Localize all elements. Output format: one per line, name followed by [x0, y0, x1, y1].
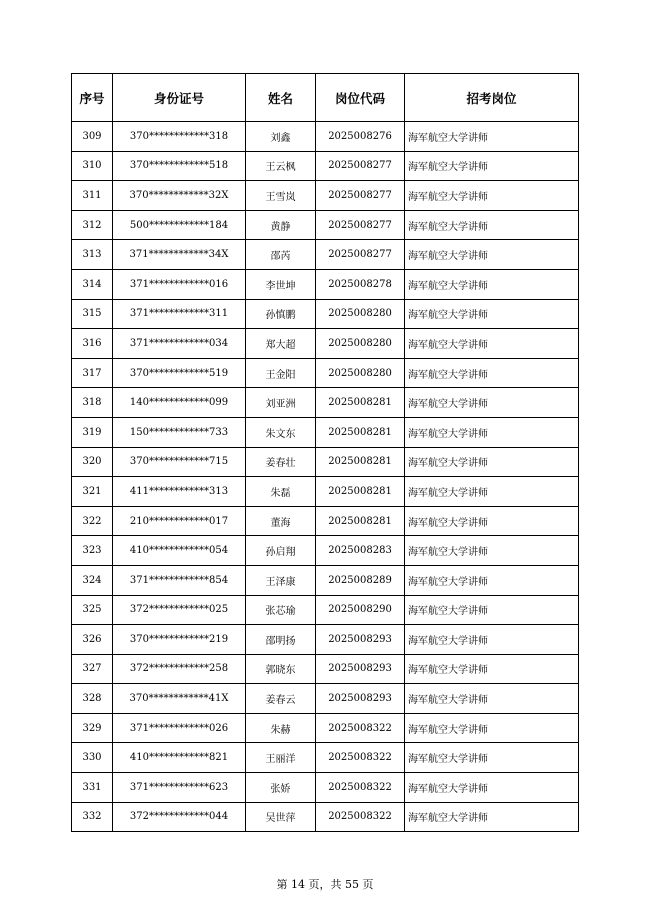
table-row — [72, 625, 579, 655]
cell-index: 312 — [72, 210, 113, 240]
table-row — [72, 506, 579, 536]
cell-name: 姜春云 — [246, 684, 316, 714]
cell-post-code: 2025008280 — [316, 358, 405, 388]
cell-post: 海军航空大学讲师 — [405, 684, 579, 714]
cell-id-number: 371************016 — [113, 269, 246, 299]
cell-index: 309 — [72, 122, 113, 152]
table-row — [72, 684, 579, 714]
cell-index: 327 — [72, 654, 113, 684]
header-post: 招考岗位 — [405, 74, 579, 122]
cell-name: 王丽洋 — [246, 743, 316, 773]
cell-name: 孙启翔 — [246, 536, 316, 566]
cell-index: 315 — [72, 299, 113, 329]
cell-name: 刘鑫 — [246, 122, 316, 152]
cell-post-code: 2025008277 — [316, 181, 405, 211]
cell-id-number: 372************258 — [113, 654, 246, 684]
cell-name: 刘亚洲 — [246, 388, 316, 418]
page-number: 第 14 页，共 55 页 — [276, 878, 374, 891]
cell-name: 朱磊 — [246, 477, 316, 507]
cell-post: 海军航空大学讲师 — [405, 417, 579, 447]
cell-index: 332 — [72, 802, 113, 832]
cell-post: 海军航空大学讲师 — [405, 506, 579, 536]
cell-id-number: 371************311 — [113, 299, 246, 329]
cell-id-number: 370************318 — [113, 122, 246, 152]
cell-index: 326 — [72, 625, 113, 655]
header-id-number: 身份证号 — [113, 74, 246, 122]
table-row — [72, 654, 579, 684]
cell-post-code: 2025008277 — [316, 151, 405, 181]
cell-post-code: 2025008289 — [316, 565, 405, 595]
cell-id-number: 370************41X — [113, 684, 246, 714]
cell-post: 海军航空大学讲师 — [405, 388, 579, 418]
cell-name: 朱文东 — [246, 417, 316, 447]
cell-name: 董海 — [246, 506, 316, 536]
table-row — [72, 536, 579, 566]
cell-post-code: 2025008277 — [316, 240, 405, 270]
cell-index: 317 — [72, 358, 113, 388]
cell-id-number: 410************054 — [113, 536, 246, 566]
table-row — [72, 388, 579, 418]
cell-post: 海军航空大学讲师 — [405, 713, 579, 743]
cell-id-number: 371************026 — [113, 713, 246, 743]
cell-index: 329 — [72, 713, 113, 743]
cell-id-number: 150************733 — [113, 417, 246, 447]
table-row — [72, 565, 579, 595]
cell-post-code: 2025008281 — [316, 477, 405, 507]
cell-post: 海军航空大学讲师 — [405, 151, 579, 181]
cell-id-number: 372************044 — [113, 802, 246, 832]
cell-post-code: 2025008280 — [316, 299, 405, 329]
cell-post-code: 2025008293 — [316, 625, 405, 655]
cell-index: 328 — [72, 684, 113, 714]
cell-post-code: 2025008276 — [316, 122, 405, 152]
cell-id-number: 371************034 — [113, 329, 246, 359]
cell-id-number: 370************715 — [113, 447, 246, 477]
cell-index: 330 — [72, 743, 113, 773]
header-index: 序号 — [72, 74, 113, 122]
cell-index: 323 — [72, 536, 113, 566]
table-row — [72, 240, 579, 270]
cell-post: 海军航空大学讲师 — [405, 329, 579, 359]
cell-name: 邵芮 — [246, 240, 316, 270]
cell-name: 黄静 — [246, 210, 316, 240]
cell-index: 321 — [72, 477, 113, 507]
cell-post: 海军航空大学讲师 — [405, 565, 579, 595]
cell-post: 海军航空大学讲师 — [405, 654, 579, 684]
table-row — [72, 743, 579, 773]
cell-name: 朱赫 — [246, 713, 316, 743]
cell-post-code: 2025008322 — [316, 713, 405, 743]
cell-post: 海军航空大学讲师 — [405, 269, 579, 299]
cell-index: 314 — [72, 269, 113, 299]
table-row — [72, 358, 579, 388]
cell-post: 海军航空大学讲师 — [405, 773, 579, 803]
cell-index: 316 — [72, 329, 113, 359]
cell-index: 311 — [72, 181, 113, 211]
cell-id-number: 370************519 — [113, 358, 246, 388]
table-row — [72, 773, 579, 803]
cell-id-number: 411************313 — [113, 477, 246, 507]
cell-name: 郑大超 — [246, 329, 316, 359]
cell-name: 王泽康 — [246, 565, 316, 595]
cell-post: 海军航空大学讲师 — [405, 595, 579, 625]
cell-name: 邵明扬 — [246, 625, 316, 655]
candidate-table — [71, 73, 579, 832]
cell-post-code: 2025008322 — [316, 773, 405, 803]
cell-post-code: 2025008293 — [316, 654, 405, 684]
cell-index: 331 — [72, 773, 113, 803]
cell-id-number: 500************184 — [113, 210, 246, 240]
table-row — [72, 417, 579, 447]
cell-id-number: 372************025 — [113, 595, 246, 625]
cell-name: 姜春壮 — [246, 447, 316, 477]
table-row — [72, 269, 579, 299]
cell-post-code: 2025008290 — [316, 595, 405, 625]
cell-post-code: 2025008280 — [316, 329, 405, 359]
cell-id-number: 370************518 — [113, 151, 246, 181]
cell-index: 325 — [72, 595, 113, 625]
cell-name: 张娇 — [246, 773, 316, 803]
table-body — [72, 122, 579, 832]
cell-id-number: 210************017 — [113, 506, 246, 536]
cell-post: 海军航空大学讲师 — [405, 299, 579, 329]
cell-id-number: 371************34X — [113, 240, 246, 270]
cell-id-number: 370************32X — [113, 181, 246, 211]
cell-name: 孙慎鹏 — [246, 299, 316, 329]
table-row — [72, 447, 579, 477]
table-row — [72, 181, 579, 211]
cell-name: 郭晓东 — [246, 654, 316, 684]
cell-name: 王云枫 — [246, 151, 316, 181]
cell-name: 李世坤 — [246, 269, 316, 299]
cell-id-number: 370************219 — [113, 625, 246, 655]
cell-index: 318 — [72, 388, 113, 418]
table-row — [72, 151, 579, 181]
cell-post-code: 2025008283 — [316, 536, 405, 566]
cell-post: 海军航空大学讲师 — [405, 743, 579, 773]
cell-post: 海军航空大学讲师 — [405, 477, 579, 507]
cell-post-code: 2025008277 — [316, 210, 405, 240]
cell-post-code: 2025008278 — [316, 269, 405, 299]
cell-post: 海军航空大学讲师 — [405, 536, 579, 566]
cell-index: 320 — [72, 447, 113, 477]
cell-index: 322 — [72, 506, 113, 536]
cell-index: 310 — [72, 151, 113, 181]
cell-id-number: 140************099 — [113, 388, 246, 418]
cell-name: 王金阳 — [246, 358, 316, 388]
table-row — [72, 299, 579, 329]
table-row — [72, 210, 579, 240]
cell-post-code: 2025008322 — [316, 802, 405, 832]
cell-name: 吴世萍 — [246, 802, 316, 832]
cell-post: 海军航空大学讲师 — [405, 181, 579, 211]
cell-post: 海军航空大学讲师 — [405, 122, 579, 152]
header-post-code: 岗位代码 — [316, 74, 405, 122]
cell-post: 海军航空大学讲师 — [405, 447, 579, 477]
cell-id-number: 371************854 — [113, 565, 246, 595]
cell-id-number: 410************821 — [113, 743, 246, 773]
cell-post-code: 2025008322 — [316, 743, 405, 773]
cell-post-code: 2025008281 — [316, 506, 405, 536]
cell-post: 海军航空大学讲师 — [405, 802, 579, 832]
cell-index: 313 — [72, 240, 113, 270]
table-header-row — [72, 74, 579, 122]
cell-index: 324 — [72, 565, 113, 595]
cell-post-code: 2025008281 — [316, 447, 405, 477]
cell-post-code: 2025008281 — [316, 417, 405, 447]
table-row — [72, 477, 579, 507]
cell-name: 张芯瑜 — [246, 595, 316, 625]
cell-post: 海军航空大学讲师 — [405, 625, 579, 655]
header-name: 姓名 — [246, 74, 316, 122]
cell-post: 海军航空大学讲师 — [405, 358, 579, 388]
table-row — [72, 713, 579, 743]
cell-name: 王雪岚 — [246, 181, 316, 211]
cell-id-number: 371************623 — [113, 773, 246, 803]
cell-post-code: 2025008281 — [316, 388, 405, 418]
cell-index: 319 — [72, 417, 113, 447]
table-row — [72, 122, 579, 152]
table-row — [72, 329, 579, 359]
cell-post: 海军航空大学讲师 — [405, 240, 579, 270]
table-row — [72, 595, 579, 625]
table-row — [72, 802, 579, 832]
cell-post: 海军航空大学讲师 — [405, 210, 579, 240]
cell-post-code: 2025008293 — [316, 684, 405, 714]
